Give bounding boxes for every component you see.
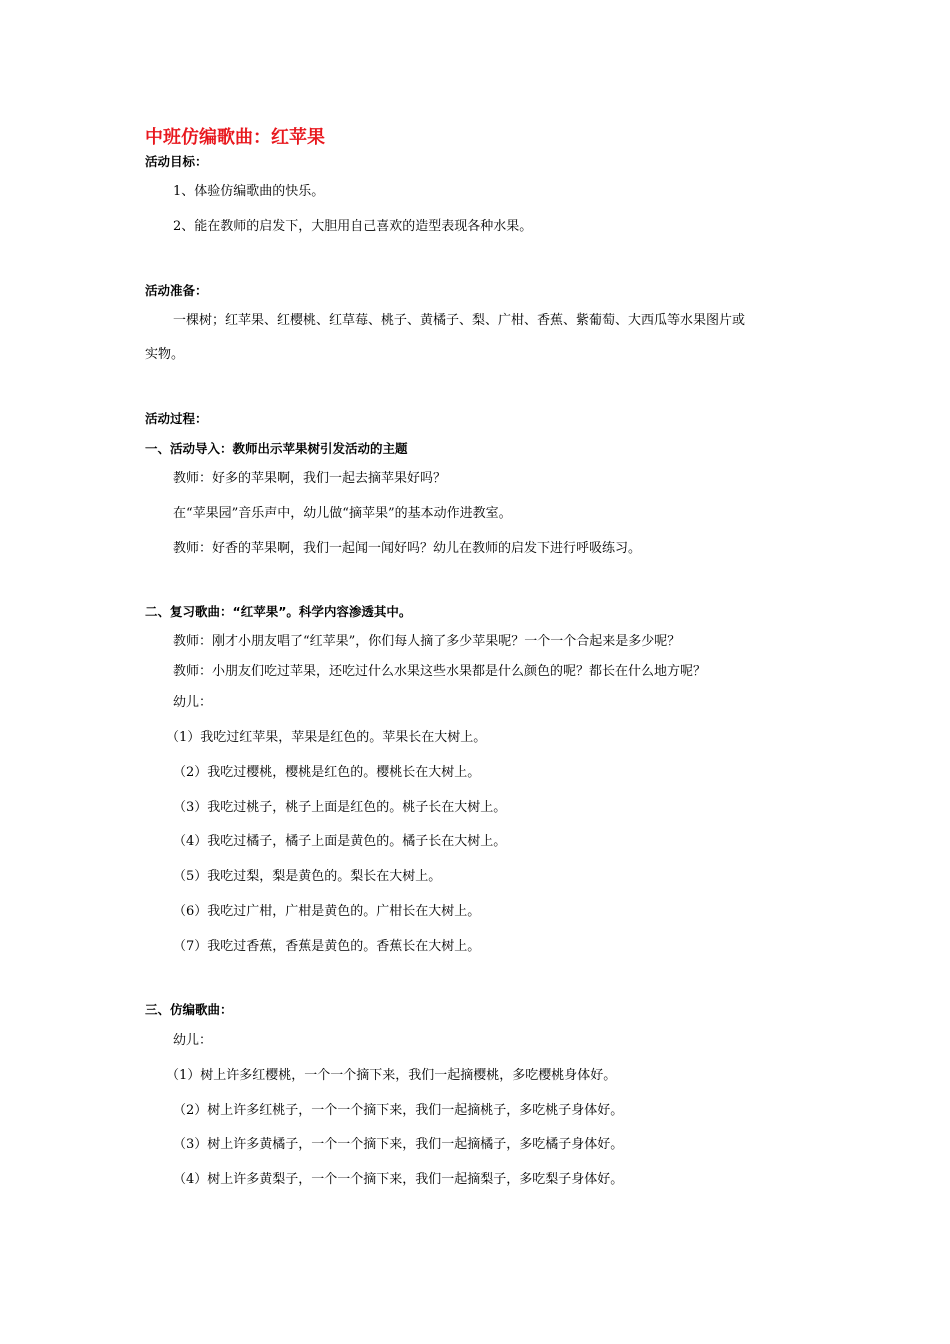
part2-line: 教师：小朋友们吃过苹果，还吃过什么水果这些水果都是什么颜色的呢？都长在什么地方呢？ xyxy=(173,664,707,679)
part2-line: 幼儿： xyxy=(173,695,213,710)
part2-heading: 二、复习歌曲：“红苹果”。科学内容渗透其中。 xyxy=(145,604,412,619)
goal-item: 1、体验仿编歌曲的快乐。 xyxy=(173,184,325,199)
part2-answer: （5）我吃过梨，梨是黄色的。梨长在大树上。 xyxy=(173,869,442,884)
prep-heading: 活动准备： xyxy=(145,283,208,298)
part2-answer: （4）我吃过橘子，橘子上面是黄色的。橘子长在大树上。 xyxy=(173,834,507,849)
part3-answer: （2）树上许多红桃子，一个一个摘下来，我们一起摘桃子，多吃桃子身体好。 xyxy=(173,1103,624,1118)
part2-answer: （3）我吃过桃子，桃子上面是红色的。桃子长在大树上。 xyxy=(173,800,507,815)
part1-line: 教师：好多的苹果啊，我们一起去摘苹果好吗？ xyxy=(173,471,447,486)
part1-line: 在“苹果园”音乐声中，幼儿做“摘苹果”的基本动作进教室。 xyxy=(173,506,512,521)
part3-answer: （1）树上许多红樱桃，一个一个摘下来，我们一起摘樱桃，多吃樱桃身体好。 xyxy=(166,1068,617,1083)
part2-answer: （2）我吃过樱桃，樱桃是红色的。樱桃长在大树上。 xyxy=(173,765,481,780)
part1-heading: 一、活动导入：教师出示苹果树引发活动的主题 xyxy=(145,441,408,456)
part2-answer: （6）我吃过广柑，广柑是黄色的。广柑长在大树上。 xyxy=(173,904,481,919)
part2-line: 教师：刚才小朋友唱了“红苹果”，你们每人摘了多少苹果呢？一个一个合起来是多少呢？ xyxy=(173,634,681,649)
part2-answer: （7）我吃过香蕉，香蕉是黄色的。香蕉长在大树上。 xyxy=(173,939,481,954)
part1-line: 教师：好香的苹果啊，我们一起闻一闻好吗？幼儿在教师的启发下进行呼吸练习。 xyxy=(173,541,642,556)
prep-text-line1: 一棵树；红苹果、红樱桃、红草莓、桃子、黄橘子、梨、广柑、香蕉、紫葡萄、大西瓜等水果图片或 xyxy=(173,313,746,328)
goal-item: 2、能在教师的启发下，大胆用自己喜欢的造型表现各种水果。 xyxy=(173,219,533,234)
part3-heading: 三、仿编歌曲： xyxy=(145,1002,233,1017)
part3-answer: （3）树上许多黄橘子，一个一个摘下来，我们一起摘橘子，多吃橘子身体好。 xyxy=(173,1137,624,1152)
goals-heading: 活动目标： xyxy=(145,154,208,169)
part3-answer: （4）树上许多黄梨子，一个一个摘下来，我们一起摘梨子，多吃梨子身体好。 xyxy=(173,1172,624,1187)
page-title: 中班仿编歌曲：红苹果 xyxy=(145,127,325,148)
process-heading: 活动过程： xyxy=(145,411,208,426)
part3-intro: 幼儿： xyxy=(173,1033,213,1048)
part2-answer: （1）我吃过红苹果，苹果是红色的。苹果长在大树上。 xyxy=(166,730,487,745)
prep-text-line2: 实物。 xyxy=(145,347,185,362)
